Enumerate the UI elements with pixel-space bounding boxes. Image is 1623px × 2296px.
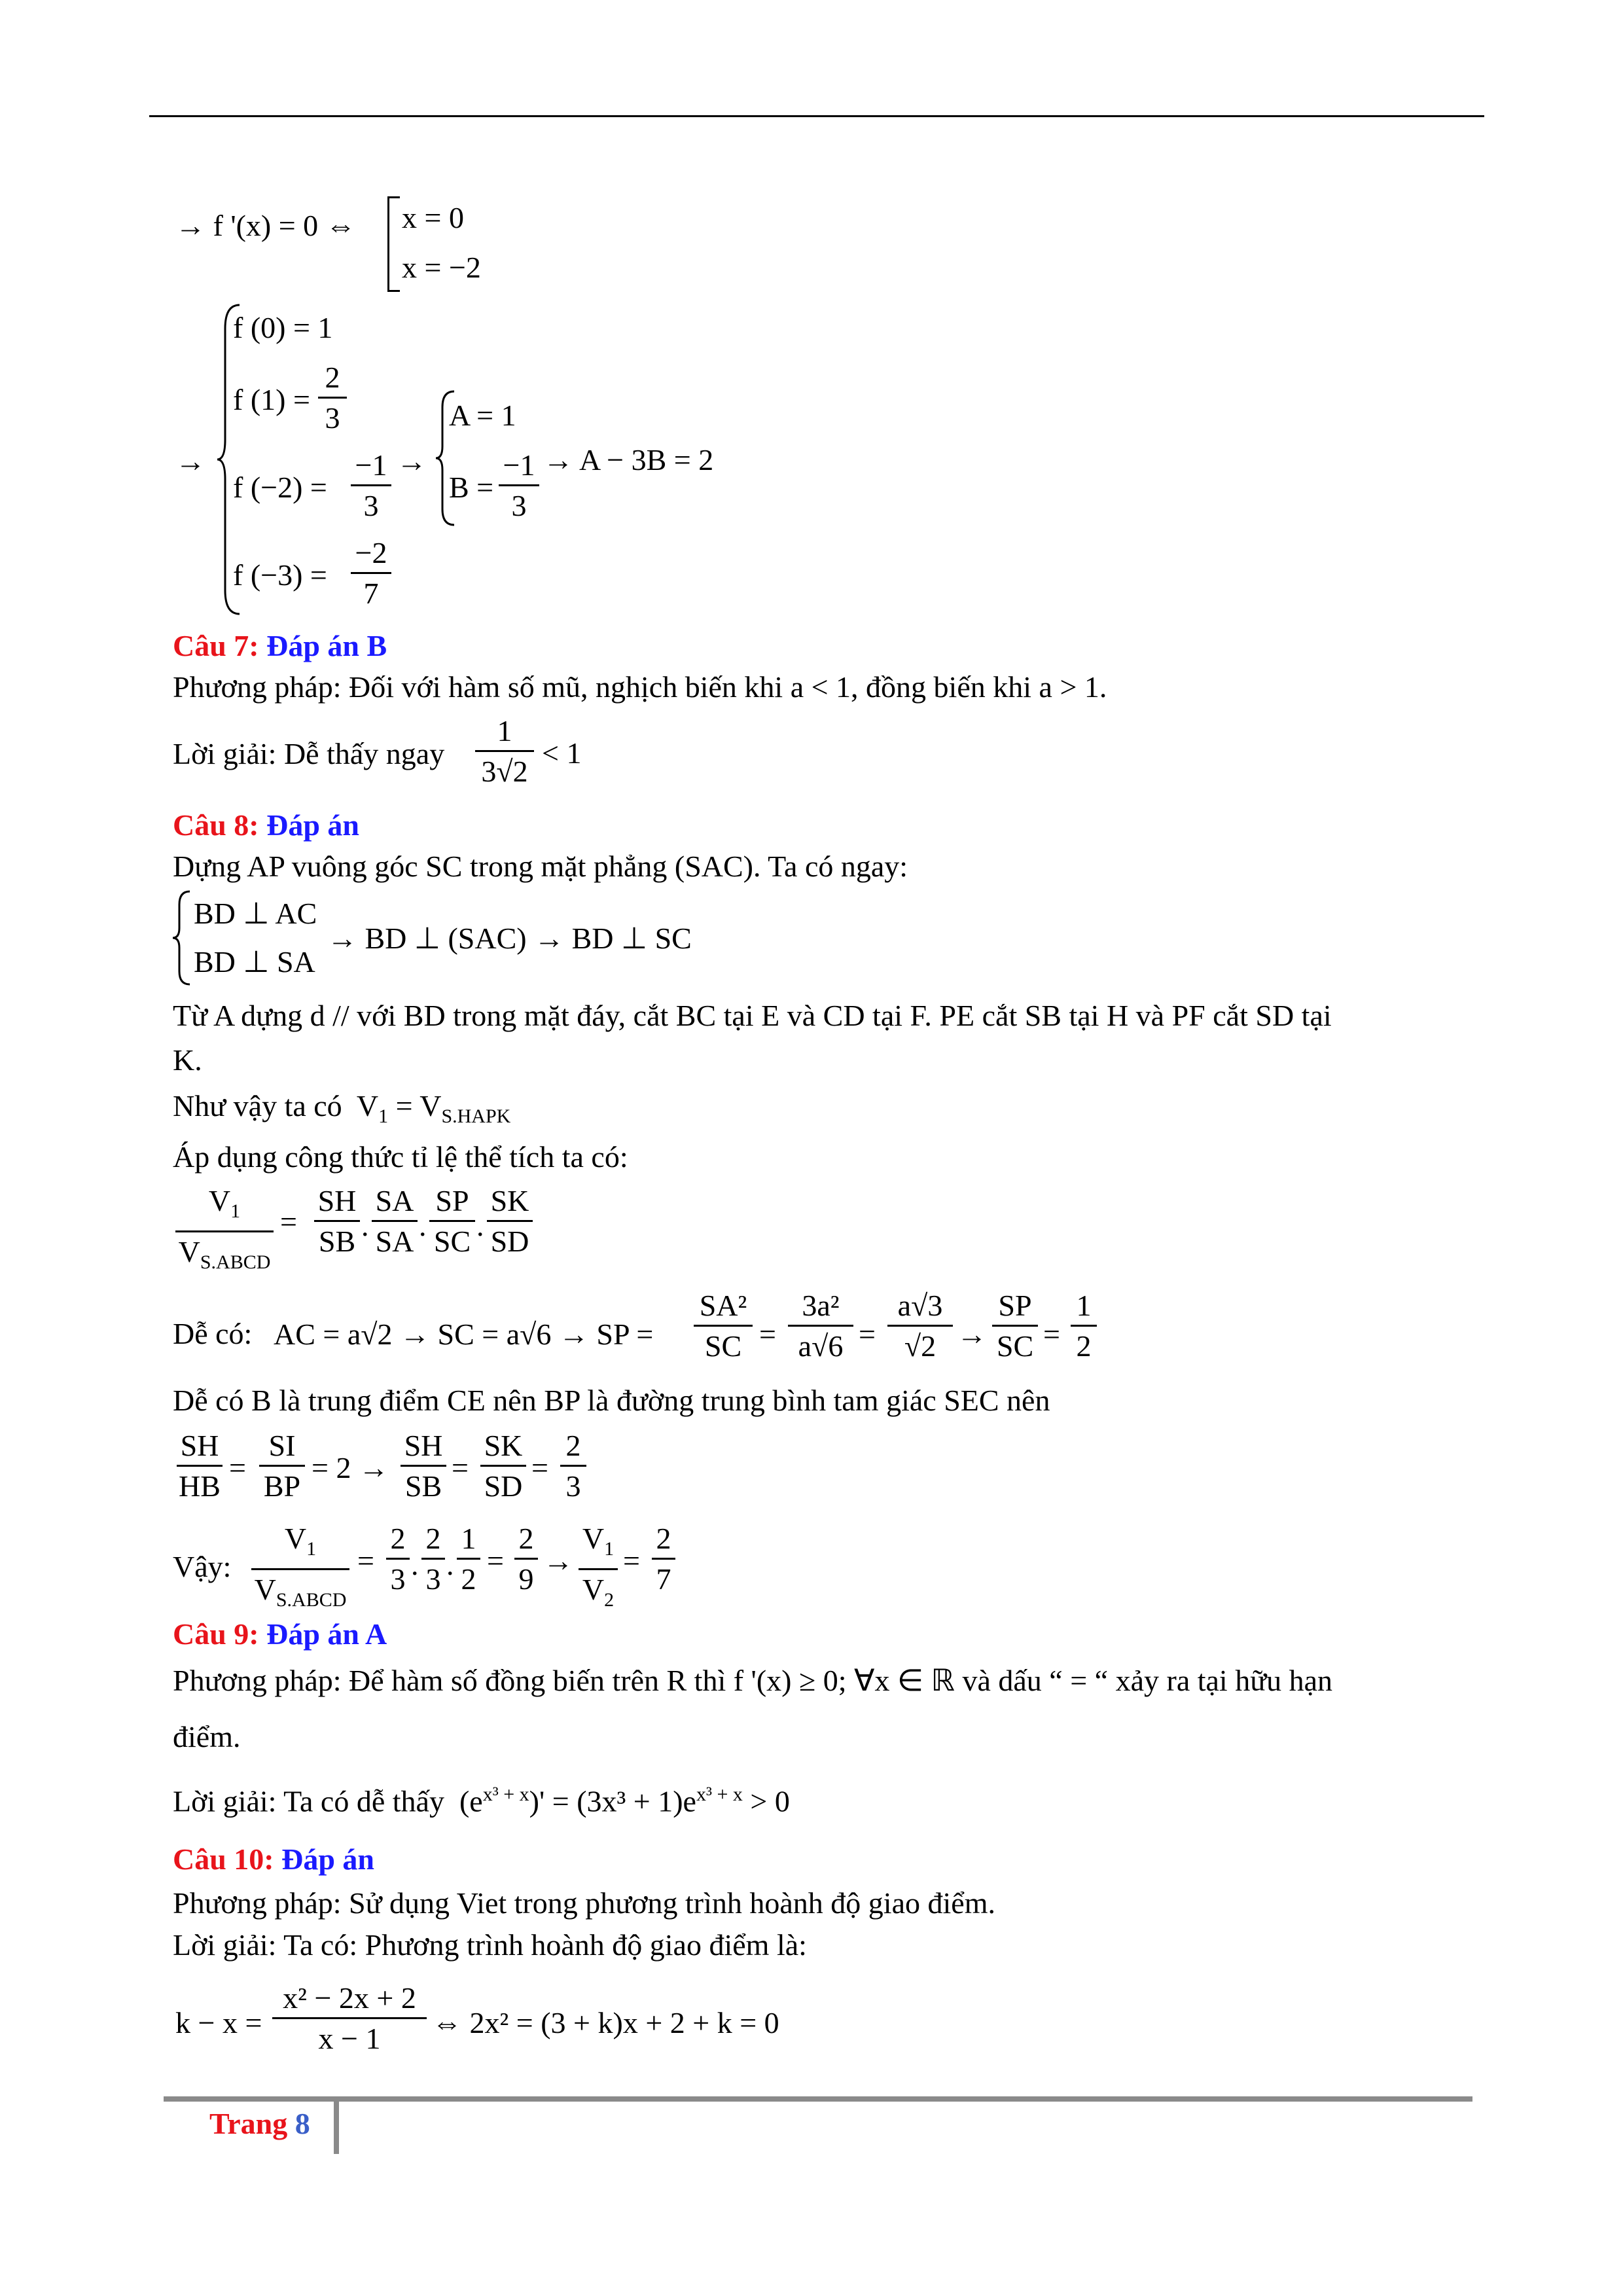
fm3-lhs: f (−3) = bbox=[233, 558, 327, 592]
vay-dot-2: . bbox=[446, 1548, 454, 1581]
sp-frac-3: a√3 √2 bbox=[887, 1287, 953, 1366]
cau8-line1: Dựng AP vuông góc SC trong mặt phẳng (SAC). Ta có ngay: bbox=[173, 850, 908, 883]
vay-eq-3: = bbox=[623, 1544, 640, 1577]
B-fraction: −1 3 bbox=[499, 446, 539, 526]
dot-2: . bbox=[419, 1209, 427, 1242]
m-frac-2: SI BP bbox=[259, 1427, 305, 1506]
vay-eq-1: = bbox=[357, 1544, 374, 1577]
deriv-equation: → f '(x) = 0 ⇔ bbox=[175, 209, 356, 242]
cau8-line4: Như vậy ta có $V_1 = V_{S.HAPK}$ bbox=[173, 1089, 511, 1128]
cau7-solution: Lời giải: Dễ thấy ngay bbox=[173, 737, 445, 770]
dot-3: . bbox=[476, 1209, 484, 1242]
vay-v1-v2: $V_1$ $V_2$ bbox=[579, 1520, 618, 1620]
cau9-heading: Câu 9: Đáp án A bbox=[173, 1617, 387, 1651]
cau10-fraction: x² − 2x + 2 x − 1 bbox=[272, 1979, 427, 2058]
cau8-heading: Câu 8: Đáp án bbox=[173, 808, 360, 842]
sp-eq-2: = bbox=[859, 1318, 876, 1351]
sp-eq-1: = bbox=[759, 1318, 776, 1351]
ratio-sk-sd: SK SD bbox=[487, 1182, 533, 1261]
f1-fraction: 2 3 bbox=[318, 359, 347, 438]
m-frac-4: SK SD bbox=[480, 1427, 526, 1506]
roots-bracket bbox=[387, 196, 400, 292]
A-equals: A = 1 bbox=[449, 399, 516, 432]
cau9-method2: điểm. bbox=[173, 1720, 241, 1753]
vay-dot-1: . bbox=[411, 1548, 419, 1581]
sp-frac-4: SP SC bbox=[992, 1287, 1038, 1366]
dot-1: . bbox=[361, 1209, 369, 1242]
vay-result: 2 7 bbox=[652, 1520, 675, 1599]
vay-eq-2: = bbox=[487, 1544, 504, 1577]
ratio-v1-fraction: $V_1$ $V_{S.ABCD}$ bbox=[175, 1182, 274, 1282]
cau10-solution: Lời giải: Ta có: Phương trình hoành độ giao điểm là: bbox=[173, 1928, 807, 1962]
m-eq-2: = bbox=[452, 1451, 469, 1484]
root-1: x = 0 bbox=[402, 201, 464, 234]
vay-p3: 1 2 bbox=[457, 1520, 480, 1599]
cau8-line6: Dễ có B là trung điểm CE nên BP là đường trung bình tam giác SEC nên bbox=[173, 1384, 1050, 1417]
cau7-heading: Câu 7: Đáp án B bbox=[173, 629, 387, 662]
cau10-method: Phương pháp: Sử dụng Viet trong phương trình hoành độ giao điểm. bbox=[173, 1886, 995, 1920]
sp-arrow: → bbox=[957, 1318, 987, 1351]
root-2: x = −2 bbox=[402, 251, 481, 284]
cau8-brace bbox=[171, 889, 192, 987]
cau10-lhs: k − x = bbox=[175, 2006, 262, 2039]
ratio-sa-sa: SA SA bbox=[372, 1182, 418, 1261]
f1-lhs: f (1) = bbox=[233, 383, 310, 416]
vay-arrow: → bbox=[543, 1544, 573, 1577]
cau10-heading: Câu 10: Đáp án bbox=[173, 1842, 375, 1876]
m-mid: = 2 → bbox=[312, 1451, 389, 1484]
arrow-1: → bbox=[175, 444, 205, 478]
f0-value: f (0) = 1 bbox=[233, 311, 333, 344]
cau8-line3: K. bbox=[173, 1043, 202, 1077]
sp-frac-1: SA² SC bbox=[694, 1287, 753, 1366]
cau7-method: Phương pháp: Đối với hàm số mũ, nghịch biến khi a < 1, đồng biến khi a > 1. bbox=[173, 670, 1107, 704]
m-frac-1: SH HB bbox=[177, 1427, 223, 1506]
footer-divider bbox=[334, 2096, 339, 2154]
cau7-fraction: 1 3√2 bbox=[475, 712, 534, 791]
vay-v1-fraction: $V_1$ $V_{S.ABCD}$ bbox=[251, 1520, 349, 1620]
fm2-lhs: f (−2) = bbox=[233, 471, 327, 504]
arrow-2: → bbox=[397, 444, 427, 478]
vay-label: Vậy: bbox=[173, 1550, 232, 1583]
fm2-fraction: −1 3 bbox=[351, 446, 391, 526]
sp-frac-5: 1 2 bbox=[1071, 1287, 1097, 1366]
cau8-line2: Từ A dựng d // với BD trong mặt đáy, cắt BC tại E và CD tại F. PE cắt SB tại H và PF cắt SD tại bbox=[173, 999, 1332, 1032]
fm3-fraction: −2 7 bbox=[351, 534, 391, 613]
header-rule bbox=[149, 115, 1484, 117]
vay-p2: 2 3 bbox=[421, 1520, 445, 1599]
footer-rule bbox=[164, 2096, 1472, 2102]
easy-prefix: Dễ có: bbox=[173, 1317, 253, 1350]
m-frac-5: 2 3 bbox=[560, 1427, 586, 1506]
cau8-line5: Áp dụng công thức tỉ lệ thể tích ta có: bbox=[173, 1140, 628, 1174]
ratio-equals: = bbox=[280, 1205, 297, 1238]
cau8-sys1: BD ⊥ AC bbox=[194, 897, 317, 930]
ratio-sp-sc: SP SC bbox=[429, 1182, 475, 1261]
m-eq-3: = bbox=[531, 1451, 548, 1484]
cau8-sys2: BD ⊥ SA bbox=[194, 945, 315, 978]
cau7-inequality: < 1 bbox=[542, 736, 582, 770]
sp-frac-2: 3a² a√6 bbox=[788, 1287, 853, 1366]
cau9-solution: Lời giải: Ta có dễ thấy $(e^{x^3 + x})' = (3x^3 + 1)e^{x^3 + x} > 0$ bbox=[173, 1784, 790, 1818]
m-frac-3: SH SB bbox=[401, 1427, 446, 1506]
vay-p4: 2 9 bbox=[514, 1520, 538, 1599]
cau9-method: Phương pháp: Để hàm số đồng biến trên R thì f '(x) ≥ 0; ∀x ∈ ℝ và dấu “ = “ xảy ra tại hữu hạn bbox=[173, 1664, 1333, 1697]
m-eq-1: = bbox=[229, 1451, 246, 1484]
vay-p1: 2 3 bbox=[386, 1520, 410, 1599]
cau8-sys-rhs: → BD ⊥ (SAC) → BD ⊥ SC bbox=[327, 922, 692, 955]
easy-chain: AC = a√2 → SC = a√6 → SP = bbox=[274, 1318, 654, 1351]
sp-eq-3: = bbox=[1043, 1318, 1060, 1351]
result-eq: → A − 3B = 2 bbox=[543, 443, 714, 476]
cau10-rhs: ⇔ 2x² = (3 + k)x + 2 + k = 0 bbox=[432, 2006, 779, 2039]
B-lhs: B = bbox=[449, 471, 494, 504]
page-number: Trang 8 bbox=[209, 2107, 310, 2140]
ratio-sh-sb: SH SB bbox=[314, 1182, 360, 1261]
